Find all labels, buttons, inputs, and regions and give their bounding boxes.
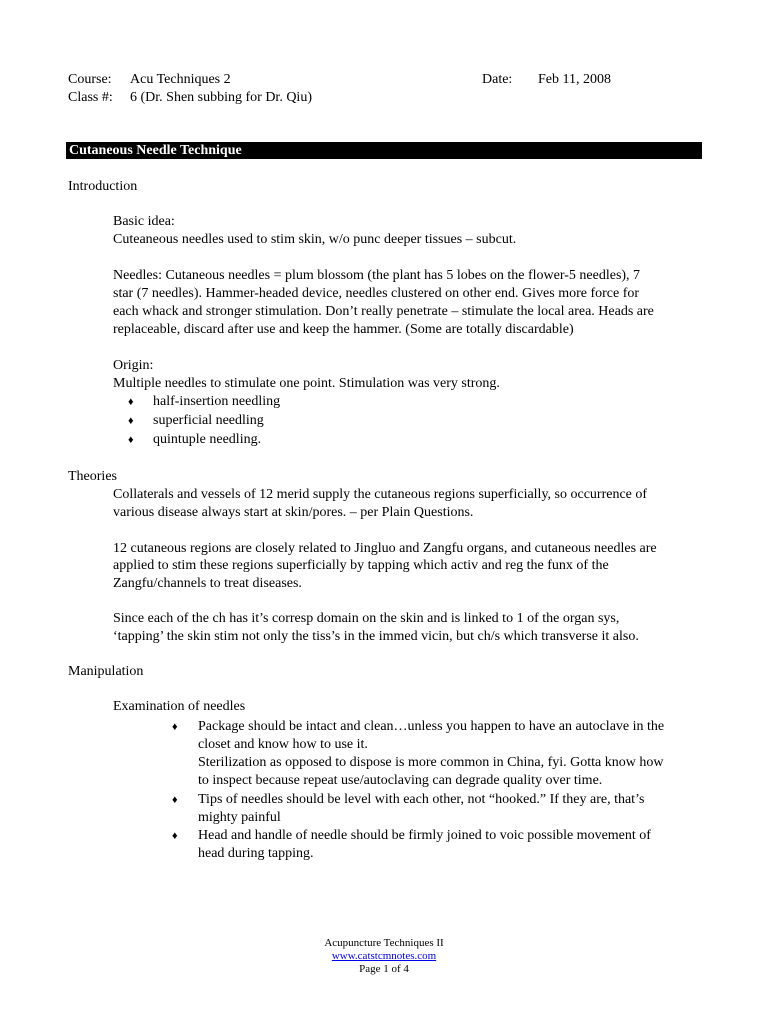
theories-heading: Theories — [68, 469, 117, 484]
origin-label: Origin: — [113, 358, 154, 373]
theories-line: ‘tapping’ the skin stim not only the tiss’s in the immed vicin, but ch/s which transverse it also. — [113, 629, 639, 644]
page-number: Page 1 of 4 — [359, 963, 409, 975]
title-banner — [66, 142, 702, 159]
diamond-bullet-icon: ♦ — [128, 434, 134, 446]
course-label: Course: — [68, 72, 112, 87]
date-value: Feb 11, 2008 — [538, 72, 611, 87]
page-title: Cutaneous Needle Technique — [69, 143, 242, 158]
footer-title: Acupuncture Techniques II — [324, 937, 444, 949]
origin-text: Multiple needles to stimulate one point. Stimulation was very strong. — [113, 376, 500, 391]
theories-line: 12 cutaneous regions are closely related to Jingluo and Zangfu organs, and cutaneous needles are — [113, 541, 657, 556]
class-label: Class #: — [68, 90, 113, 105]
manipulation-heading: Manipulation — [68, 664, 144, 679]
class-value: 6 (Dr. Shen subbing for Dr. Qiu) — [130, 90, 312, 105]
footer-link[interactable]: www.catstcmnotes.com — [331, 950, 437, 962]
theories-line: various disease always start at skin/pores. – per Plain Questions. — [113, 505, 474, 520]
diamond-bullet-icon: ♦ — [172, 794, 178, 806]
date-label: Date: — [482, 72, 513, 87]
needles-line: replaceable, discard after use and keep the hammer. (Some are totally discardable) — [113, 322, 574, 337]
needles-line: each whack and stronger stimulation. Don’t really penetrate – stimulate the local area. Heads are — [113, 304, 654, 319]
exam-label: Examination of needles — [113, 699, 246, 714]
diamond-bullet-icon: ♦ — [128, 415, 134, 427]
intro-heading: Introduction — [68, 179, 138, 194]
theories-line: Since each of the ch has it’s corresp domain on the skin and is linked to 1 of the organ sys, — [113, 611, 620, 626]
needles-line: Needles: Cutaneous needles = plum blossom (the plant has 5 lobes on the flower-5 needles), 7 — [113, 268, 641, 283]
diamond-bullet-icon: ♦ — [172, 721, 178, 733]
theories-line: Zangfu/channels to treat diseases. — [113, 576, 302, 591]
course-value: Acu Techniques 2 — [130, 72, 231, 87]
diamond-bullet-icon: ♦ — [172, 830, 178, 842]
needles-line: star (7 needles). Hammer-headed device, needles clustered on other end. Gives more force for — [113, 286, 640, 301]
theories-line: Collaterals and vessels of 12 merid supply the cutaneous regions superficially, so occurrence of — [113, 487, 648, 502]
footer-link-wrap — [0, 950, 768, 963]
theories-line: applied to stim these regions superficially by tapping which activ and reg the funx of the — [113, 558, 609, 573]
basic-idea-label: Basic idea: — [113, 214, 175, 229]
diamond-bullet-icon: ♦ — [128, 396, 134, 408]
basic-idea-text: Cuteaneous needles used to stim skin, w/o punc deeper tissues – subcut. — [113, 232, 517, 247]
